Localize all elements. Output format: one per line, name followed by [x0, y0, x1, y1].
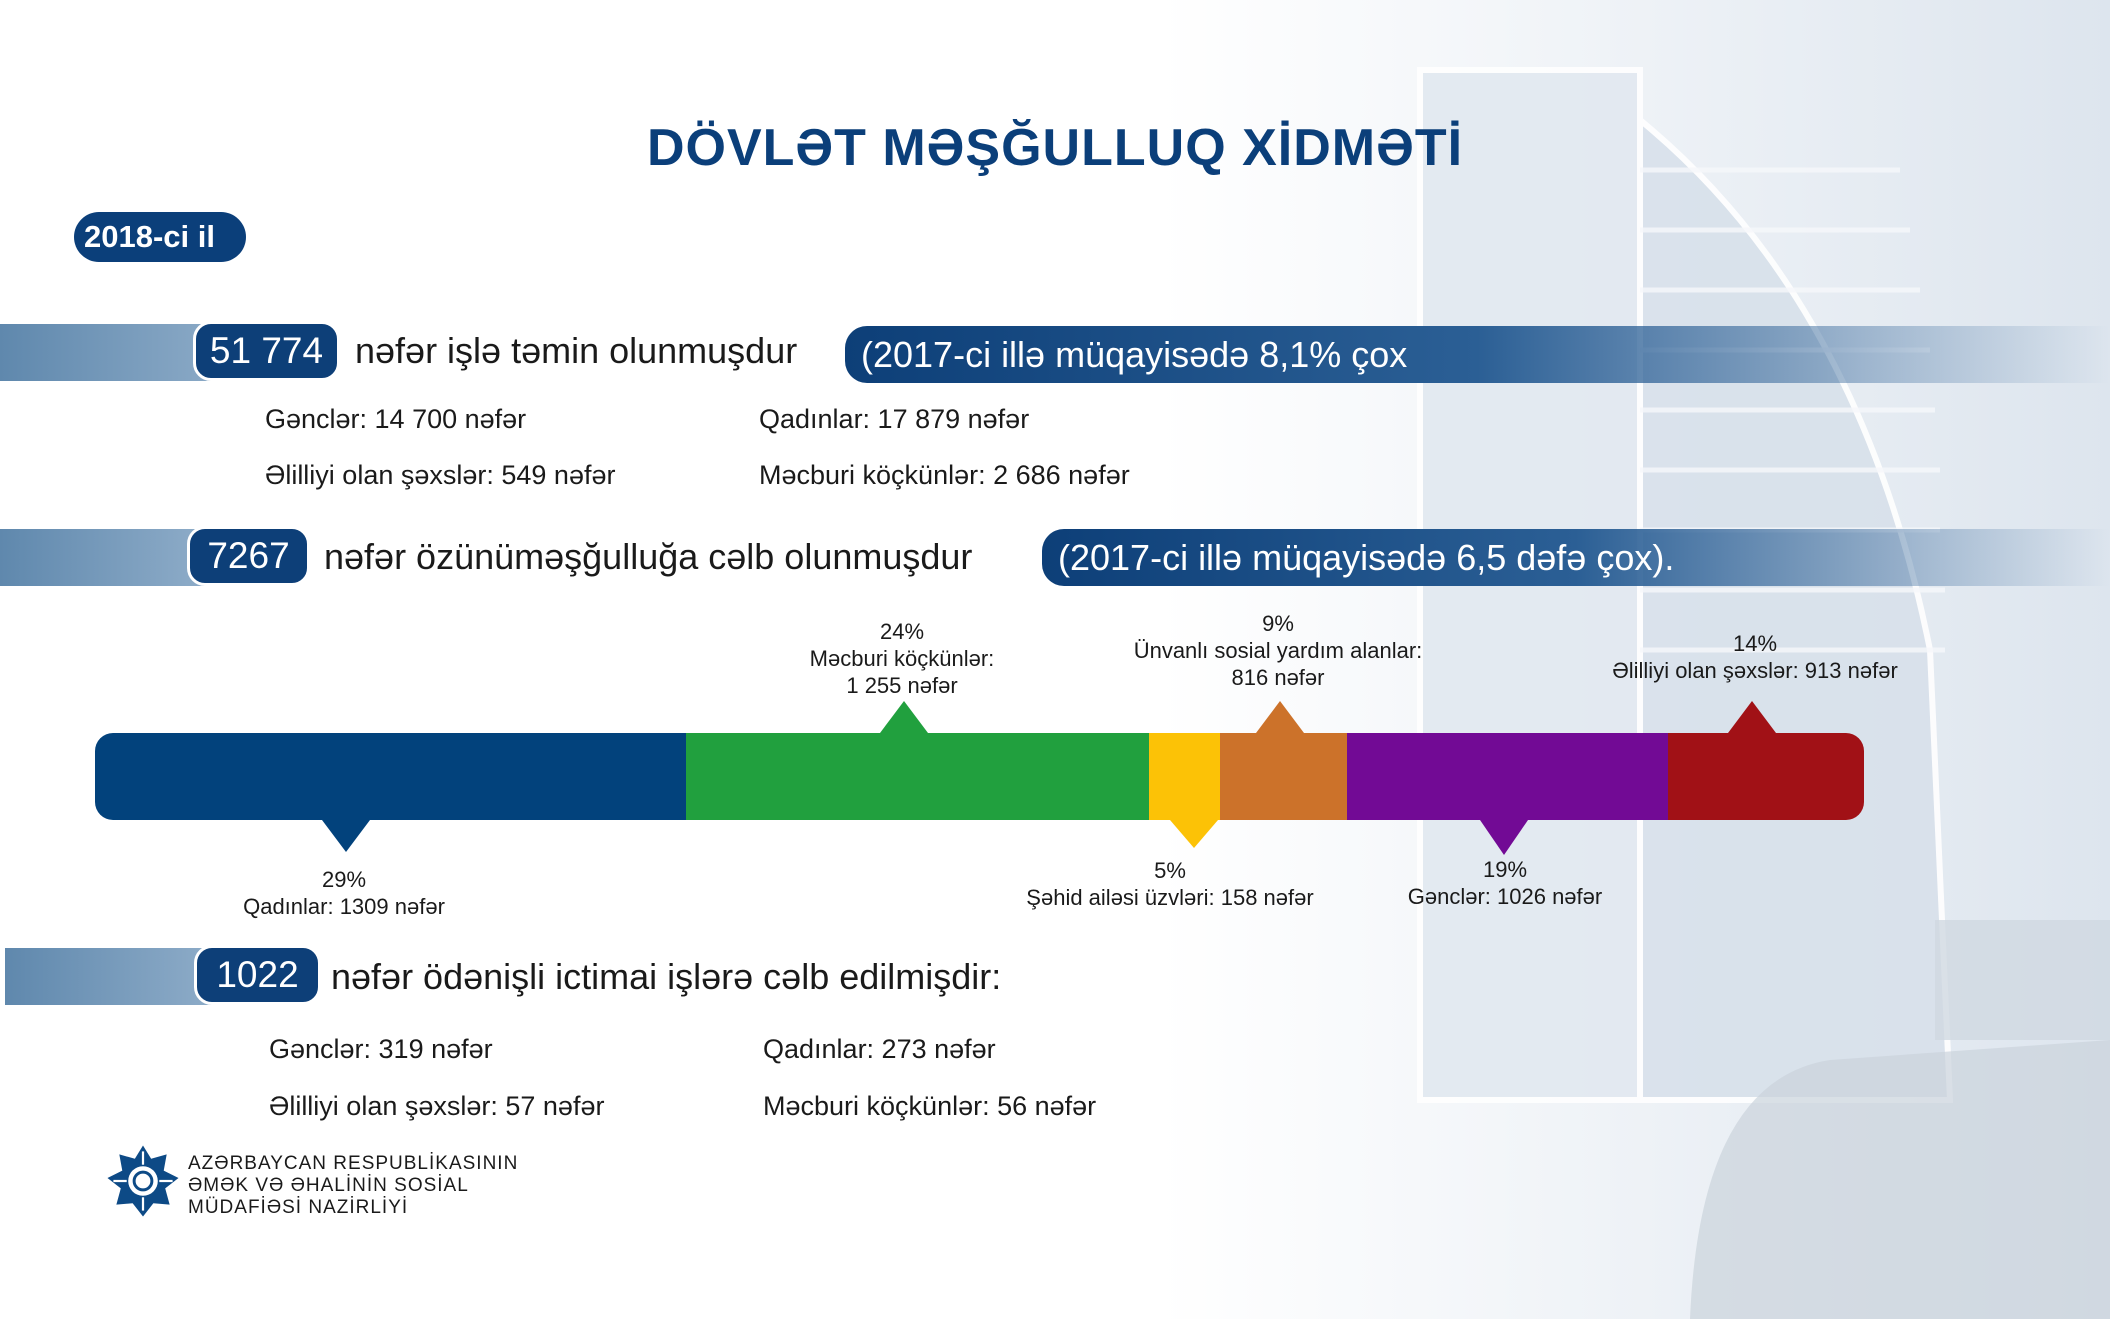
year-badge: 2018-ci il [74, 212, 246, 262]
section1-headline: nəfər işlə təmin olunmuşdur [355, 330, 798, 371]
label-martyr-families-pct: 5% [1154, 858, 1186, 883]
section2-strip [0, 529, 210, 586]
page-title: DÖVLƏT MƏŞĞULLUQ XİDMƏTİ [646, 119, 1464, 177]
section3-detail-women: Qadınlar: 273 nəfər [763, 1034, 996, 1064]
segment-social-aid [1220, 733, 1347, 820]
section1-detail-displaced: Məcburi köçkünlər: 2 686 nəfər [759, 460, 1130, 490]
segment-women [95, 733, 686, 820]
section3-number: 1022 [194, 945, 321, 1005]
label-youth-text: Gənclər: 1026 nəfər [1407, 884, 1603, 909]
label-disabled-text: Əlilliyi olan şəxslər: 913 nəfər [1612, 658, 1898, 683]
section1-number: 51 774 [193, 321, 340, 381]
label-women-pct: 29% [321, 867, 367, 892]
section2-comparison: (2017-ci illə müqayisədə 6,5 dəfə çox). [1042, 529, 2110, 586]
label-youth [1385, 856, 1625, 910]
section1-detail-youth: Gənclər: 14 700 nəfər [265, 404, 527, 434]
self-employment-breakdown-bar [95, 733, 1864, 820]
label-displaced [782, 618, 1022, 699]
label-disabled-pct: 14% [1732, 631, 1778, 656]
pointer-disabled [1728, 701, 1776, 733]
label-martyr-families [1020, 857, 1320, 911]
label-social-aid [1118, 610, 1438, 691]
star-emblem-icon [106, 1144, 180, 1218]
section1-detail-women: Qadınlar: 17 879 nəfər [759, 404, 1030, 434]
section3-strip [5, 948, 220, 1005]
label-women-text: Qadınlar: 1309 nəfər [243, 894, 445, 919]
segment-youth [1347, 733, 1667, 820]
label-social-aid-text2: 816 nəfər [1231, 665, 1325, 690]
segment-disabled [1668, 733, 1864, 820]
label-displaced-text1: Məcburi köçkünlər: [809, 646, 995, 671]
label-displaced-pct: 24% [879, 619, 925, 644]
pointer-displaced [880, 701, 928, 733]
ministry-name-line3: MÜDAFİƏSİ NAZİRLİYİ [188, 1197, 409, 1218]
ministry-name-line2: ƏMƏK VƏ ƏHALİNİN SOSİAL [188, 1175, 469, 1196]
label-social-aid-pct: 9% [1262, 611, 1294, 636]
label-displaced-text2: 1 255 nəfər [846, 673, 958, 698]
section3-detail-displaced: Məcburi köçkünlər: 56 nəfər [763, 1091, 1097, 1121]
pointer-youth [1480, 820, 1528, 855]
label-social-aid-text1: Ünvanlı sosial yardım alanlar: [1133, 638, 1423, 663]
label-martyr-families-text: Şəhid ailəsi üzvləri: 158 nəfər [1026, 885, 1314, 910]
ministry-name [188, 1153, 518, 1219]
segment-martyr-families [1149, 733, 1220, 820]
ministry-name-line1: AZƏRBAYCAN RESPUBLİKASININ [188, 1153, 519, 1174]
segment-displaced [686, 733, 1149, 820]
pointer-women [322, 820, 370, 852]
pointer-martyr-families [1170, 820, 1218, 848]
pointer-social-aid [1256, 701, 1304, 733]
section1-detail-disabled: Əlilliyi olan şəxslər: 549 nəfər [265, 460, 616, 490]
section3-headline: nəfər ödənişli ictimai işlərə cəlb edilmişdir: [331, 956, 1002, 997]
label-women [214, 866, 474, 920]
label-youth-pct: 19% [1482, 857, 1528, 882]
label-disabled [1595, 630, 1915, 684]
section3-detail-youth: Gənclər: 319 nəfər [269, 1034, 493, 1064]
section2-number: 7267 [187, 526, 310, 586]
section1-comparison: (2017-ci illə müqayisədə 8,1% çox [845, 326, 2110, 383]
section3-detail-disabled: Əlilliyi olan şəxslər: 57 nəfər [269, 1091, 605, 1121]
section2-headline: nəfər özünüməşğulluğa cəlb olunmuşdur [324, 536, 973, 577]
